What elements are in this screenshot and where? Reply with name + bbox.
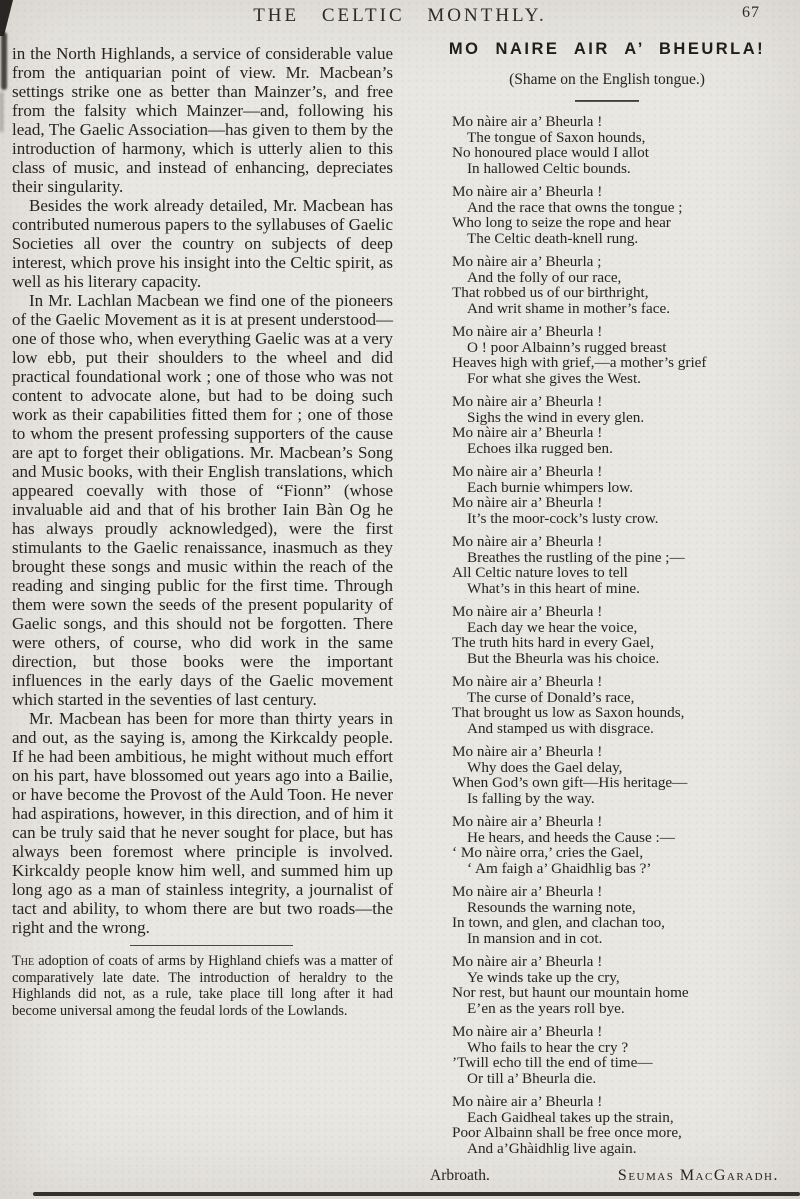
poem-line: And writ shame in mother’s face. <box>467 299 671 317</box>
poem-author: Seumas MacGaradh. <box>617 1167 779 1184</box>
poem-line: Mo nàire air a’ Bheurla ; <box>452 253 602 270</box>
poem-line: Each burnie whimpers low. <box>467 478 634 496</box>
poem-column <box>424 40 790 1185</box>
poem-stanza <box>452 464 790 526</box>
poem-line: Mo nàire air a’ Bheurla ! <box>452 1093 603 1110</box>
poem-line: ‘ Am faigh a’ Ghaidhlig bas ?’ <box>467 859 652 877</box>
article-paragraphs <box>12 44 393 937</box>
poem-line: For what she gives the West. <box>467 369 641 387</box>
article-paragraph: In Mr. Lachlan Macbean we find one of the pioneers of the Gaelic Movement as it is at present understood—one of those who, when everything Gaelic was at a very low ebb, put their shoulders to the wheel and did practical foundational work ; one of those who was not content to advocate alone, but had to be doing such work as their capabilities fitted them for ; one of those to whom the present professing supporters of the cause are apt to forget their obligations. Mr. Macbean’s Song and Music books, with their English translations, which appeared coevally with those of “Fionn” (whose invaluable aid and that of his brother Iain Bàn Og he has always proudly acknowledged), were the first stimulants to the Gaelic renaissance, inasmuch as they brought these songs and music within the reach of the reading and singing public for the first time. Through them were sown the seeds of the present popularity of Gaelic songs, and this should not be forgotten. There were others, of course, who did work in the same direction, but those books were the important influences in the early days of the Gaelic movement which started in the seventies of last century. <box>12 291 393 709</box>
poem-line: And the race that owns the tongue ; <box>467 198 683 216</box>
poem-line: Mo nàire air a’ Bheurla ! <box>452 323 603 340</box>
poem-subtitle: (Shame on the English tongue.) <box>509 71 705 88</box>
poem-line: Is falling by the way. <box>467 789 595 807</box>
poem-stanza <box>452 324 790 386</box>
poem-line: It’s the moor-cock’s lusty crow. <box>467 509 659 527</box>
footnote-divider <box>130 945 293 946</box>
poem-line: And a’Ghàidhlig live again. <box>467 1139 637 1157</box>
poem-line: In town, and glen, and clachan too, <box>452 914 665 931</box>
poem-line: O ! poor Albainn’s rugged breast <box>467 338 667 356</box>
scan-artifact-streak <box>1 32 7 90</box>
article-paragraph: Mr. Macbean has been for more than thirty years in and out, as the saying is, among the Kirkcaldy people. If he had been ambitious, he might without much effort on his part, have blossomed out years ago into a Bailie, or have become the Provost of the Auld Toon. He never had aspirations, however, in this direction, and of him it can be truly said that he never sought for place, but has always been foremost where principle is involved. Kirkcaldy people know him well, and summed him up long ago as a man of stainless integrity, a journalist of tact and ability, to whom there are but two roads—the right and the wrong. <box>12 709 393 937</box>
poem-line: Mo nàire air a’ Bheurla ! <box>452 424 603 441</box>
poem-line: Mo nàire air a’ Bheurla ! <box>452 183 603 200</box>
poem-signature <box>424 1164 790 1185</box>
article-paragraph: Besides the work already detailed, Mr. Macbean has contributed numerous papers to the syllabuses of Gaelic Societies all over the country on subjects of deep interest, which prove his insight into the Celtic spirit, as well as his literary capacity. <box>12 196 393 291</box>
poem-line: What’s in this heart of mine. <box>467 579 640 597</box>
poem-line: The tongue of Saxon hounds, <box>467 128 646 146</box>
poem-stanza <box>452 394 790 456</box>
poem-line: The Celtic death-knell rung. <box>467 229 639 247</box>
poem-stanza <box>452 184 790 246</box>
page-number: 67 <box>742 4 760 21</box>
poem-line: Mo nàire air a’ Bheurla ! <box>452 393 603 410</box>
poem-line: The curse of Donald’s race, <box>467 688 635 706</box>
poem-stanza <box>452 954 790 1016</box>
poem-line: That robbed us of our birthright, <box>452 284 649 301</box>
poem-stanzas <box>424 114 790 1156</box>
footnote <box>12 953 393 1019</box>
poem-line: Sighs the wind in every glen. <box>467 408 645 426</box>
poem-line: In hallowed Celtic bounds. <box>467 159 631 177</box>
poem-stanza <box>452 114 790 176</box>
poem-line: Mo nàire air a’ Bheurla ! <box>452 494 603 511</box>
poem-stanza <box>452 884 790 946</box>
poem-line: Who fails to hear the cry ? <box>467 1038 629 1056</box>
poem-title: MO NAIRE AIR A’ BHEURLA! <box>448 40 766 58</box>
poem-line: And stamped us with disgrace. <box>467 719 654 737</box>
poem-line: Echoes ilka rugged ben. <box>467 439 613 457</box>
poem-line: When God’s own gift—His heritage— <box>452 774 688 791</box>
poem-stanza <box>452 674 790 736</box>
poem-line: Mo nàire air a’ Bheurla ! <box>452 883 603 900</box>
poem-line: In mansion and in cot. <box>467 929 603 947</box>
poem-line: But the Bheurla was his choice. <box>467 649 660 667</box>
poem-line: Mo nàire air a’ Bheurla ! <box>452 113 603 130</box>
poem-line: Mo nàire air a’ Bheurla ! <box>452 953 603 970</box>
poem-stanza <box>452 254 790 316</box>
poem-line: Mo nàire air a’ Bheurla ! <box>452 813 603 830</box>
poem-line: Nor rest, but haunt our mountain home <box>452 984 689 1001</box>
poem-line: ’Twill echo till the end of time— <box>452 1054 653 1071</box>
poem-line: Mo nàire air a’ Bheurla ! <box>452 1023 603 1040</box>
poem-line: Poor Albainn shall be free once more, <box>452 1124 682 1141</box>
poem-line: Who long to seize the rope and hear <box>452 214 671 231</box>
poem-line: Or till a’ Bheurla die. <box>467 1069 597 1087</box>
poem-line: Why does the Gael delay, <box>467 758 623 776</box>
poem-line: E’en as the years roll bye. <box>467 999 625 1017</box>
poem-line: And the folly of our race, <box>467 268 622 286</box>
poem-stanza <box>452 814 790 876</box>
poem-line: Resounds the warning note, <box>467 898 636 916</box>
article-column <box>12 44 393 1019</box>
poem-line: He hears, and heeds the Cause :— <box>467 828 675 846</box>
poem-place: Arbroath. <box>430 1167 490 1184</box>
poem-title-divider <box>575 100 639 102</box>
poem-stanza <box>452 744 790 806</box>
poem-line: Each Gaidheal takes up the strain, <box>467 1108 674 1126</box>
poem-stanza <box>452 1094 790 1156</box>
poem-stanza <box>452 534 790 596</box>
poem-line: Mo nàire air a’ Bheurla ! <box>452 533 603 550</box>
poem-line: Mo nàire air a’ Bheurla ! <box>452 743 603 760</box>
journal-title: THE CELTIC MONTHLY. <box>253 5 547 26</box>
poem-line: Mo nàire air a’ Bheurla ! <box>452 463 603 480</box>
scan-bottom-edge-line <box>33 1192 800 1196</box>
article-paragraph: in the North Highlands, a service of considerable value from the antiquarian point of view. Mr. Macbean’s settings strike one as better than Mainzer’s, and free from the falsity which Mainzer—and, following his lead, The Gaelic Association—has given to them by the introduction of harmony, which is utterly alien to this class of music, and instead of enhancing, depreciates their singularity. <box>12 44 393 196</box>
poem-line: No honoured place would I allot <box>452 144 649 161</box>
poem-line: Each day we hear the voice, <box>467 618 638 636</box>
scan-artifact-smudge <box>0 92 3 132</box>
footnote-lead: The <box>12 953 35 969</box>
poem-stanza <box>452 1024 790 1086</box>
poem-line: ‘ Mo nàire orra,’ cries the Gael, <box>452 844 644 861</box>
poem-line: All Celtic nature loves to tell <box>452 564 628 581</box>
poem-line: That brought us low as Saxon hounds, <box>452 704 685 721</box>
poem-line: The truth hits hard in every Gael, <box>452 634 655 651</box>
poem-line: Ye winds take up the cry, <box>467 968 620 986</box>
poem-line: Breathes the rustling of the pine ;— <box>467 548 685 566</box>
poem-line: Heaves high with grief,—a mother’s grief <box>452 354 707 371</box>
poem-line: Mo nàire air a’ Bheurla ! <box>452 673 603 690</box>
poem-stanza <box>452 604 790 666</box>
footnote-text: adoption of coats of arms by Highland chiefs was a matter of comparatively late date. The introduction of heraldry to the Highlands did not, as a rule, take place till long after it had become universal among the feudal lords of the Lowlands. <box>12 953 393 1019</box>
poem-line: Mo nàire air a’ Bheurla ! <box>452 603 603 620</box>
